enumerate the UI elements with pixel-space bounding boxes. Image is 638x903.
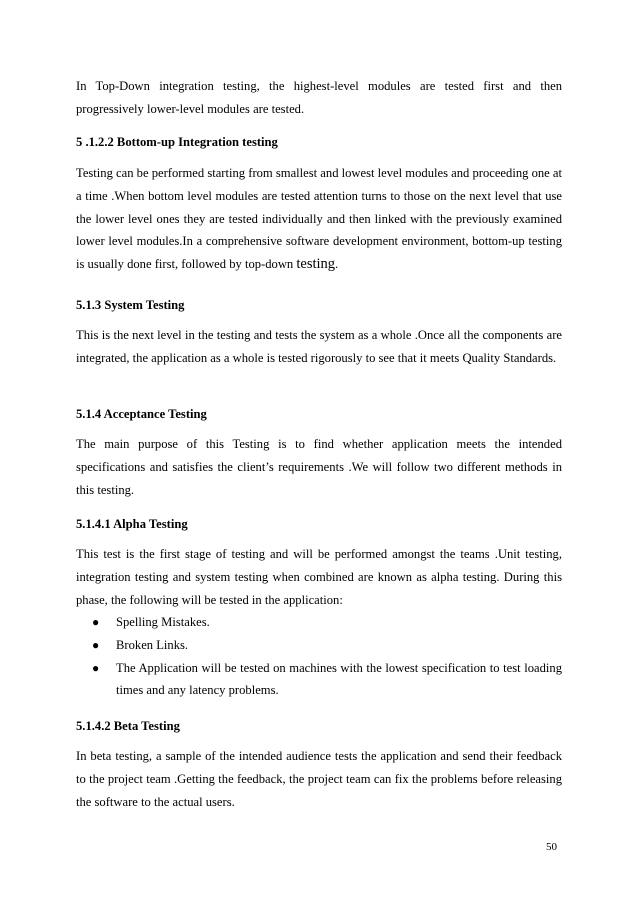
paragraph-system-testing: This is the next level in the testing and tests the system as a whole .Once all the components are integrated, the application as a whole is tested rigorously to see that it meets Quality Standards. <box>76 328 562 365</box>
intro-paragraph: In Top-Down integration testing, the highest-level modules are tested first and then progressively lower-level modules are tested. <box>76 79 562 116</box>
paragraph-bottom-up-last-word: testing <box>296 256 336 273</box>
paragraph-acceptance-testing: The main purpose of this Testing is to find whether application meets the intended specifications and satisfies the client’s requirements .We will follow two different methods in this testing. <box>76 437 562 497</box>
paragraph-beta-testing: In beta testing, a sample of the intended audience tests the application and send their feedback to the project team .Getting the feedback, the project team can fix the problems before releasing the software to the actual users. <box>76 749 562 809</box>
bullet-icon: ● <box>92 637 100 652</box>
page-number: 50 <box>546 841 557 853</box>
paragraph-bottom-up-text: Testing can be performed starting from smallest and lowest level modules and proceeding one at a time .When bottom level modules are tested attention turns to those on the next level that use the lower level ones they are tested individually and then linked with the previously examined lower level modules.In a comprehensive software development environment, bottom-up testing is usually done first, followed by top-down <box>76 166 562 272</box>
bullet-icon: ● <box>92 660 100 675</box>
list-item-text: Spelling Mistakes. <box>116 615 210 629</box>
list-item-text: The Application will be tested on machines with the lowest specification to test loading times and any latency problems. <box>116 660 562 698</box>
heading-alpha-testing: 5.1.4.1 Alpha Testing <box>76 517 188 531</box>
list-item <box>92 634 562 657</box>
paragraph-bottom-up-period: . <box>335 257 339 272</box>
heading-bottom-up-integration: 5 .1.2.2 Bottom-up Integration testing <box>76 135 278 149</box>
heading-system-testing: 5.1.3 System Testing <box>76 298 185 312</box>
alpha-testing-bullet-list <box>92 611 562 702</box>
list-item <box>92 657 562 703</box>
bullet-icon: ● <box>92 615 100 629</box>
list-item <box>92 611 562 634</box>
list-item-text: Broken Links. <box>116 637 189 652</box>
paragraph-bottom-up-integration <box>76 162 562 276</box>
paragraph-alpha-testing: This test is the first stage of testing and will be performed amongst the teams .Unit testing, integration testing and system testing when combined are known as alpha testing. During this phase, the following will be tested in the application: <box>76 547 562 607</box>
heading-beta-testing: 5.1.4.2 Beta Testing <box>76 719 180 733</box>
heading-acceptance-testing: 5.1.4 Acceptance Testing <box>76 407 207 421</box>
